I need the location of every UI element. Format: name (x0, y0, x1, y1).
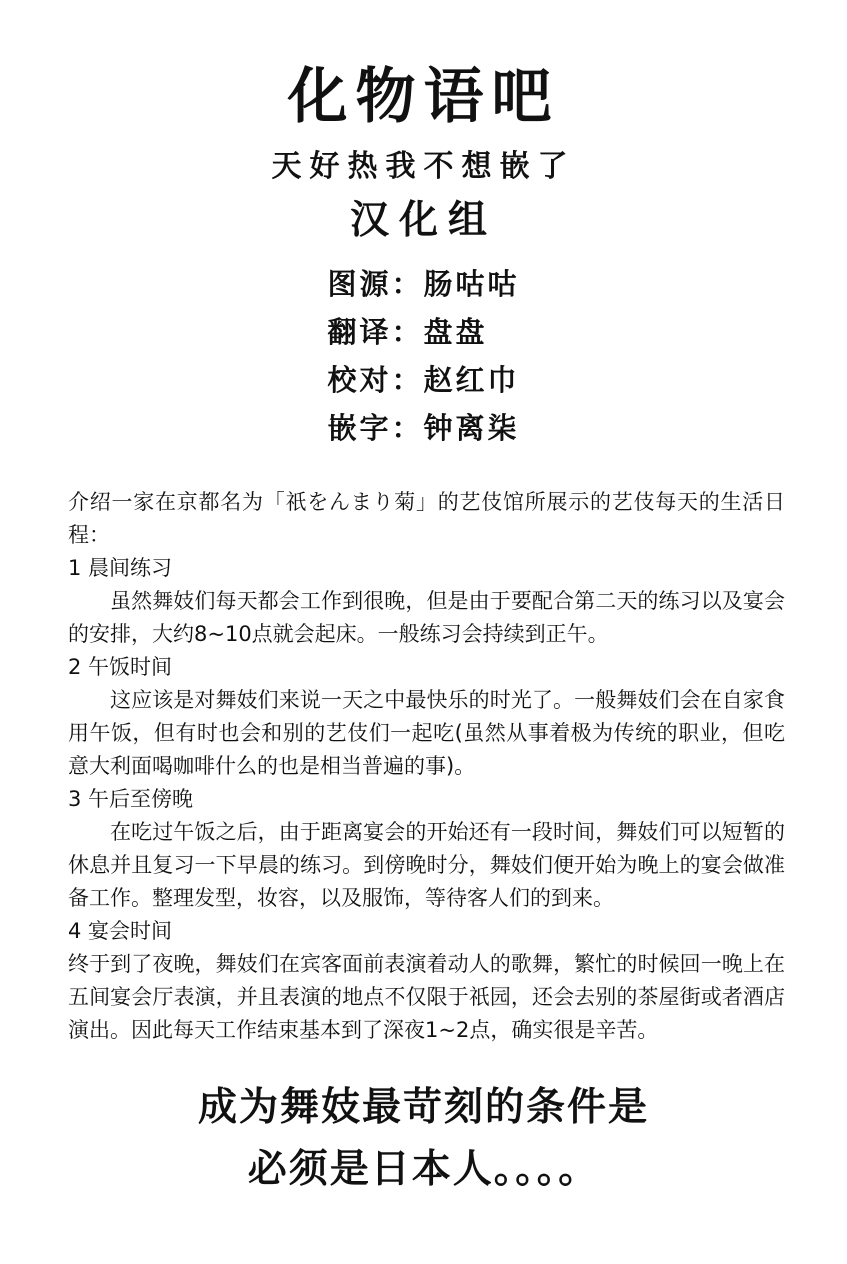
section-body: 在吃过午饭之后，由于距离宴会的开始还有一段时间，舞妓们可以短暂的休息并且复习一下早晨的练习。到傍晚时分，舞妓们便开始为晚上的宴会做准备工作。整理发型，妆容，以及服饰，等待客人们的到来。 (68, 820, 785, 910)
page-title: 化物语吧 (287, 62, 560, 132)
scanlation-credits-page (0, 64, 847, 1264)
footer-line-2: 必须是日本人。。。。 (247, 1147, 600, 1192)
section-heading: 4 宴会时间 (68, 919, 173, 943)
intro-text: 介绍一家在京都名为「祇をんまり菊」的艺伎馆所展示的艺伎每天的生活日程： (68, 490, 785, 547)
section-body: 虽然舞妓们每天都会工作到很晚，但是由于要配合第二天的练习以及宴会的安排，大约8~10点就会起床。一般练习会持续到正午。 (68, 589, 785, 646)
article-block (68, 486, 785, 1047)
section-afternoon-to-evening (68, 783, 785, 915)
credit-line-typesetter: 嵌字：钟离柒 (327, 411, 520, 445)
section-lunch-time (68, 651, 785, 783)
section-morning-practice (68, 552, 785, 651)
section-heading: 2 午饭时间 (68, 655, 173, 679)
section-heading: 3 午后至傍晚 (68, 787, 194, 811)
section-body: 这应该是对舞妓们来说一天之中最快乐的时光了。一般舞妓们会在自家食用午饭，但有时也会和别的艺伎们一起吃(虽然从事着极为传统的职业，但吃意大利面喝咖啡什么的也是相当普遍的事)。 (68, 688, 785, 778)
page-subtitle: 天好热我不想嵌了 (271, 149, 576, 184)
section-banquet-time (68, 915, 785, 1047)
group-name: 汉化组 (349, 198, 497, 243)
credit-line-translator: 翻译：盘盘 (327, 315, 488, 349)
footer-block (0, 1077, 847, 1201)
credit-line-proofreader: 校对：赵红巾 (327, 363, 520, 397)
section-heading: 1 晨间练习 (68, 556, 173, 580)
footer-line-1: 成为舞妓最苛刻的条件是 (197, 1085, 649, 1130)
credits-list (327, 260, 519, 452)
credit-line-image-source: 图源：肠咕咕 (327, 267, 520, 301)
section-body: 终于到了夜晚，舞妓们在宾客面前表演着动人的歌舞，繁忙的时候回一晚上在五间宴会厅表演，并且表演的地点不仅限于祇园，还会去别的茶屋街或者酒店演出。因此每天工作结束基本到了深夜1~2点，确实很是辛苦。 (68, 952, 785, 1042)
header-block (0, 64, 847, 452)
